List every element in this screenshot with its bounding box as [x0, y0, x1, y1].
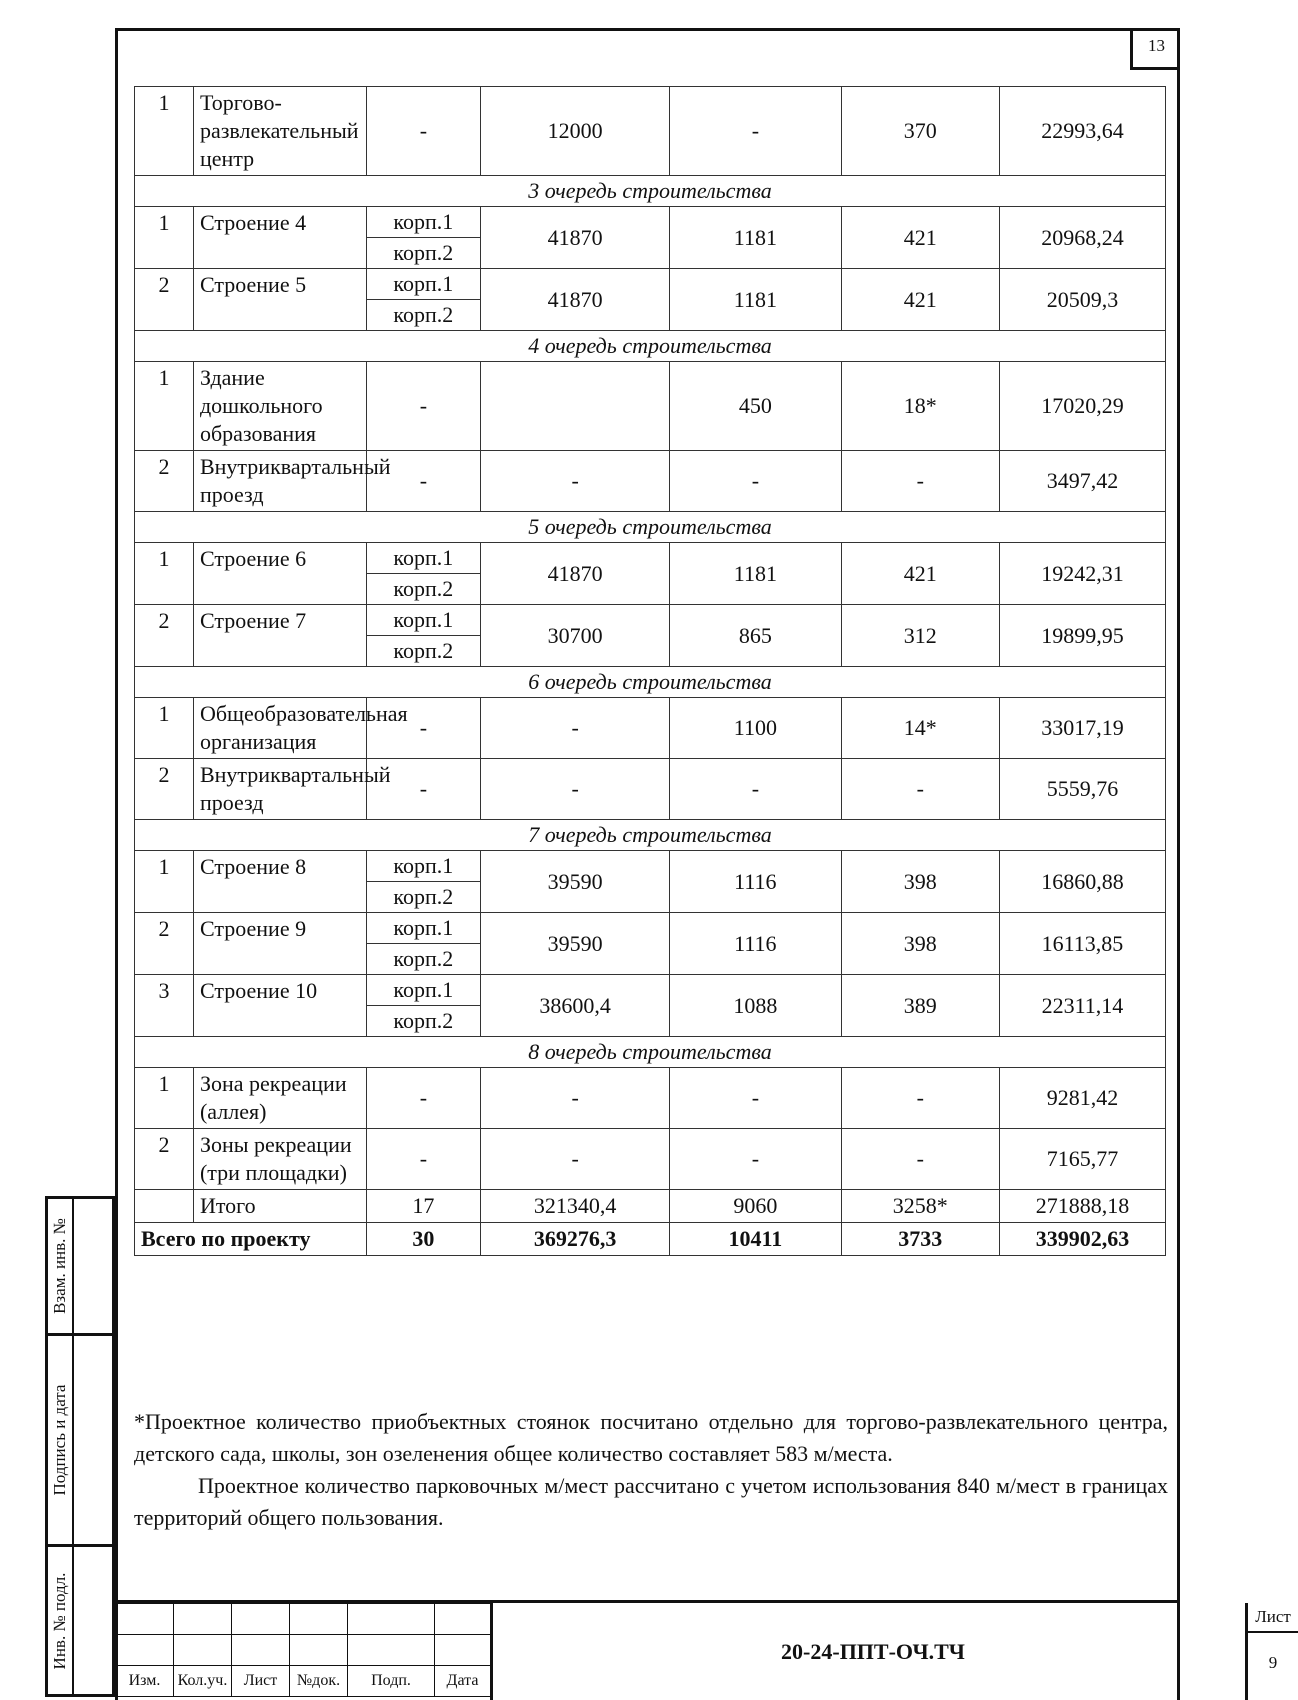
cell: 389 [841, 975, 999, 1037]
cell: 39590 [481, 851, 670, 913]
object-name: Общеобразовательная организация [193, 698, 366, 759]
cell: - [366, 362, 481, 451]
cell: 3733 [841, 1223, 999, 1256]
footnote: *Проектное количество приобъектных стоянок посчитано отдельно для торгово-развлекательного центра, детского сада, школы, зон озеленения общее количество составляет 583 м/места. [134, 1409, 1168, 1466]
cell: 39590 [481, 913, 670, 975]
cell: 30700 [481, 605, 670, 667]
korpus-2: корп.2 [366, 636, 481, 667]
cell: 865 [670, 605, 841, 667]
stage-header: 4 очередь строительства [135, 331, 1166, 362]
cell: 18* [841, 362, 999, 451]
korpus-2: корп.2 [366, 1006, 481, 1037]
cell: 17020,29 [999, 362, 1165, 451]
side-label: Подпись и дата [50, 1384, 69, 1496]
table-row [135, 269, 1166, 300]
row-number: 2 [135, 1129, 194, 1190]
object-name: Строение 8 [193, 851, 366, 913]
object-name: Строение 7 [193, 605, 366, 667]
sheet-label: Лист [1248, 1603, 1298, 1633]
table-row [135, 759, 1166, 820]
itogo-row [135, 1190, 1166, 1223]
cell: 9060 [670, 1190, 841, 1223]
row-number: 1 [135, 1068, 194, 1129]
table-row [135, 1129, 1166, 1190]
cell: 370 [841, 87, 999, 176]
row-number: 2 [135, 605, 194, 667]
total-row [135, 1223, 1166, 1256]
empty-cell [135, 1190, 194, 1223]
title-block-grid [115, 1603, 491, 1697]
row-number: 1 [135, 362, 194, 451]
total-label: Всего по проекту [135, 1223, 367, 1256]
cell: 14* [841, 698, 999, 759]
cell: - [481, 1129, 670, 1190]
cell: 312 [841, 605, 999, 667]
cell: 16860,88 [999, 851, 1165, 913]
korpus-1: корп.1 [366, 605, 481, 636]
cell: 271888,18 [999, 1190, 1165, 1223]
cell: - [366, 1068, 481, 1129]
cell: 7165,77 [999, 1129, 1165, 1190]
object-name: Зона рекреации (аллея) [193, 1068, 366, 1129]
cell: - [841, 451, 999, 512]
cell: 9281,42 [999, 1068, 1165, 1129]
sheet-number: 9 [1268, 1653, 1278, 1672]
cell: 16113,85 [999, 913, 1165, 975]
sheet-box [1245, 1603, 1298, 1700]
cell: 3497,42 [999, 451, 1165, 512]
korpus-2: корп.2 [366, 238, 481, 269]
row-number: 1 [135, 207, 194, 269]
korpus-1: корп.1 [366, 269, 481, 300]
tb-izm: Изм. [116, 1666, 174, 1697]
cell: 19899,95 [999, 605, 1165, 667]
stage-header: 6 очередь строительства [135, 667, 1166, 698]
object-name: Здание дошкольного образования [193, 362, 366, 451]
cell: - [481, 1068, 670, 1129]
table-row [135, 851, 1166, 882]
stage-header: 5 очередь строительства [135, 512, 1166, 543]
korpus-2: корп.2 [366, 882, 481, 913]
korpus-1: корп.1 [366, 207, 481, 238]
cell: 20509,3 [999, 269, 1165, 331]
cell: 398 [841, 851, 999, 913]
cell: - [841, 759, 999, 820]
cell: 20968,24 [999, 207, 1165, 269]
cell: - [366, 87, 481, 176]
paragraph: Проектное количество парковочных м/мест рассчитано с учетом использования 840 м/мест в границах территорий общего пользования. [134, 1473, 1168, 1530]
cell: 421 [841, 207, 999, 269]
korpus-1: корп.1 [366, 975, 481, 1006]
cell: - [670, 87, 841, 176]
table-row [135, 698, 1166, 759]
document-code: 20-24-ППТ-ОЧ.ТЧ [490, 1603, 1253, 1700]
row-number: 1 [135, 851, 194, 913]
cell [481, 362, 670, 451]
table-row [135, 1068, 1166, 1129]
cell: - [481, 451, 670, 512]
cell: 41870 [481, 543, 670, 605]
korpus-2: корп.2 [366, 944, 481, 975]
cell: 22993,64 [999, 87, 1165, 176]
table-row [135, 543, 1166, 574]
row-number: 2 [135, 759, 194, 820]
stage-header: 8 очередь строительства [135, 1037, 1166, 1068]
table-row [135, 207, 1166, 238]
itogo-label: Итого [193, 1190, 366, 1223]
cell: - [670, 759, 841, 820]
cell: - [366, 698, 481, 759]
notes [134, 1406, 1168, 1534]
cell: 5559,76 [999, 759, 1165, 820]
cell: 1100 [670, 698, 841, 759]
korpus-1: корп.1 [366, 543, 481, 574]
row-number: 2 [135, 269, 194, 331]
tb-data: Дата [435, 1666, 491, 1697]
cell: 33017,19 [999, 698, 1165, 759]
object-name: Строение 6 [193, 543, 366, 605]
cell: 12000 [481, 87, 670, 176]
cell: - [670, 451, 841, 512]
table-row [135, 87, 1166, 176]
cell: 1088 [670, 975, 841, 1037]
cell: 1116 [670, 851, 841, 913]
cell: 369276,3 [481, 1223, 670, 1256]
side-label: Взам. инв. № [50, 1218, 69, 1314]
cell: 30 [366, 1223, 481, 1256]
table-row [135, 451, 1166, 512]
korpus-1: корп.1 [366, 851, 481, 882]
object-name: Внутриквартальный проезд [193, 451, 366, 512]
cell: - [841, 1129, 999, 1190]
cell: 38600,4 [481, 975, 670, 1037]
object-name: Внутриквартальный проезд [193, 759, 366, 820]
side-stamp-vzam [45, 1196, 115, 1336]
object-name: Строение 9 [193, 913, 366, 975]
row-number: 2 [135, 913, 194, 975]
cell: - [670, 1129, 841, 1190]
side-stamp-podpis [45, 1336, 115, 1547]
korpus-2: корп.2 [366, 300, 481, 331]
cell: - [841, 1068, 999, 1129]
side-label: Инв. № подл. [50, 1572, 69, 1669]
object-name: Строение 5 [193, 269, 366, 331]
cell: 19242,31 [999, 543, 1165, 605]
row-number: 1 [135, 87, 194, 176]
cell: 1181 [670, 269, 841, 331]
cell: 398 [841, 913, 999, 975]
tb-podp: Подп. [348, 1666, 435, 1697]
cell: - [366, 759, 481, 820]
page-number: 13 [1130, 28, 1180, 70]
title-block [115, 1600, 1291, 1700]
cell: 421 [841, 269, 999, 331]
cell: 339902,63 [999, 1223, 1165, 1256]
table-row [135, 605, 1166, 636]
object-name: Строение 10 [193, 975, 366, 1037]
cell: 17 [366, 1190, 481, 1223]
object-name: Торгово-развлекательный центр [193, 87, 366, 176]
cell: 22311,14 [999, 975, 1165, 1037]
cell: - [670, 1068, 841, 1129]
row-number: 2 [135, 451, 194, 512]
cell: 421 [841, 543, 999, 605]
row-number: 1 [135, 543, 194, 605]
cell: 1181 [670, 543, 841, 605]
tb-ndok: №док. [290, 1666, 348, 1697]
table-row [135, 362, 1166, 451]
cell: - [481, 759, 670, 820]
korpus-2: корп.2 [366, 574, 481, 605]
construction-table [134, 86, 1166, 1256]
korpus-1: корп.1 [366, 913, 481, 944]
cell: - [366, 1129, 481, 1190]
cell: - [366, 451, 481, 512]
table-row [135, 913, 1166, 944]
object-name: Зоны рекреации (три площадки) [193, 1129, 366, 1190]
cell: 41870 [481, 269, 670, 331]
cell: 321340,4 [481, 1190, 670, 1223]
stage-header: 7 очередь строительства [135, 820, 1166, 851]
cell: 10411 [670, 1223, 841, 1256]
object-name: Строение 4 [193, 207, 366, 269]
cell: 450 [670, 362, 841, 451]
cell: 41870 [481, 207, 670, 269]
cell: 1181 [670, 207, 841, 269]
table-row [135, 975, 1166, 1006]
cell: - [481, 698, 670, 759]
tb-kol: Кол.уч. [174, 1666, 232, 1697]
row-number: 1 [135, 698, 194, 759]
cell: 1116 [670, 913, 841, 975]
row-number: 3 [135, 975, 194, 1037]
stage-header: 3 очередь строительства [135, 176, 1166, 207]
tb-list: Лист [232, 1666, 290, 1697]
side-stamp-inv [45, 1547, 115, 1697]
cell: 3258* [841, 1190, 999, 1223]
